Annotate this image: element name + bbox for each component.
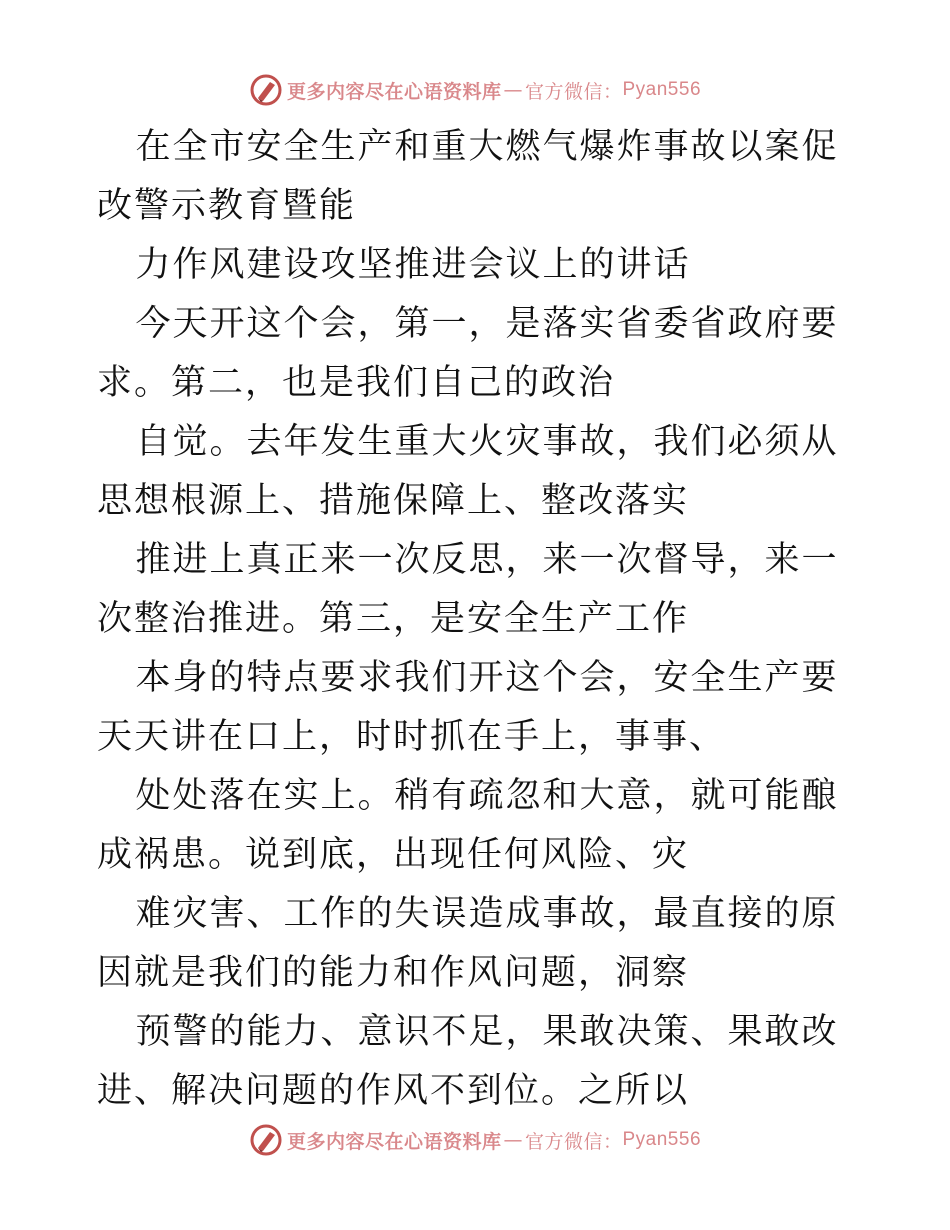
pen-nib-seal-icon <box>249 73 283 107</box>
watermark-handle: Pyan556 <box>622 79 702 100</box>
body-paragraph: 预警的能力、意识不足，果敢决策、果敢改进、解决问题的作风不到位。之所以 <box>97 1012 839 1111</box>
title-line-2: 力作风建设攻坚推进会议上的讲话 <box>135 245 691 285</box>
body-paragraph: 自觉。去年发生重大火灾事故，我们必须从思想根源上、措施保障上、整改落实 <box>97 422 839 521</box>
watermark-wechat-label: 官方微信： <box>524 1130 623 1153</box>
watermark-brand: 更多内容尽在心语资料库 <box>286 80 502 103</box>
body-paragraph: 处处落在实上。稍有疏忽和大意，就可能酿成祸患。说到底，出现任何风险、灾 <box>97 776 839 875</box>
footer-watermark <box>0 1120 950 1160</box>
body-paragraph: 难灾害、工作的失误造成事故，最直接的原因就是我们的能力和作风问题，洞察 <box>97 894 839 993</box>
header-watermark <box>0 70 950 110</box>
body-paragraph: 今天开这个会，第一，是落实省委省政府要求。第二，也是我们自己的政治 <box>97 304 839 403</box>
body-paragraph: 本身的特点要求我们开这个会，安全生产要天天讲在口上，时时抓在手上，事事、 <box>97 658 839 757</box>
watermark-wechat-label: 官方微信： <box>524 80 623 103</box>
body-paragraph: 推进上真正来一次反思，来一次督导，来一次整治推进。第三，是安全生产工作 <box>97 540 839 639</box>
pen-nib-seal-icon <box>249 1123 283 1157</box>
watermark-separator: — <box>503 79 523 101</box>
watermark-handle: Pyan556 <box>622 1129 702 1150</box>
watermark-brand: 更多内容尽在心语资料库 <box>286 1130 502 1153</box>
document-body <box>97 118 857 1121</box>
title-line-1: 在全市安全生产和重大燃气爆炸事故以案促改警示教育暨能 <box>97 127 839 226</box>
watermark-separator: — <box>503 1129 523 1151</box>
